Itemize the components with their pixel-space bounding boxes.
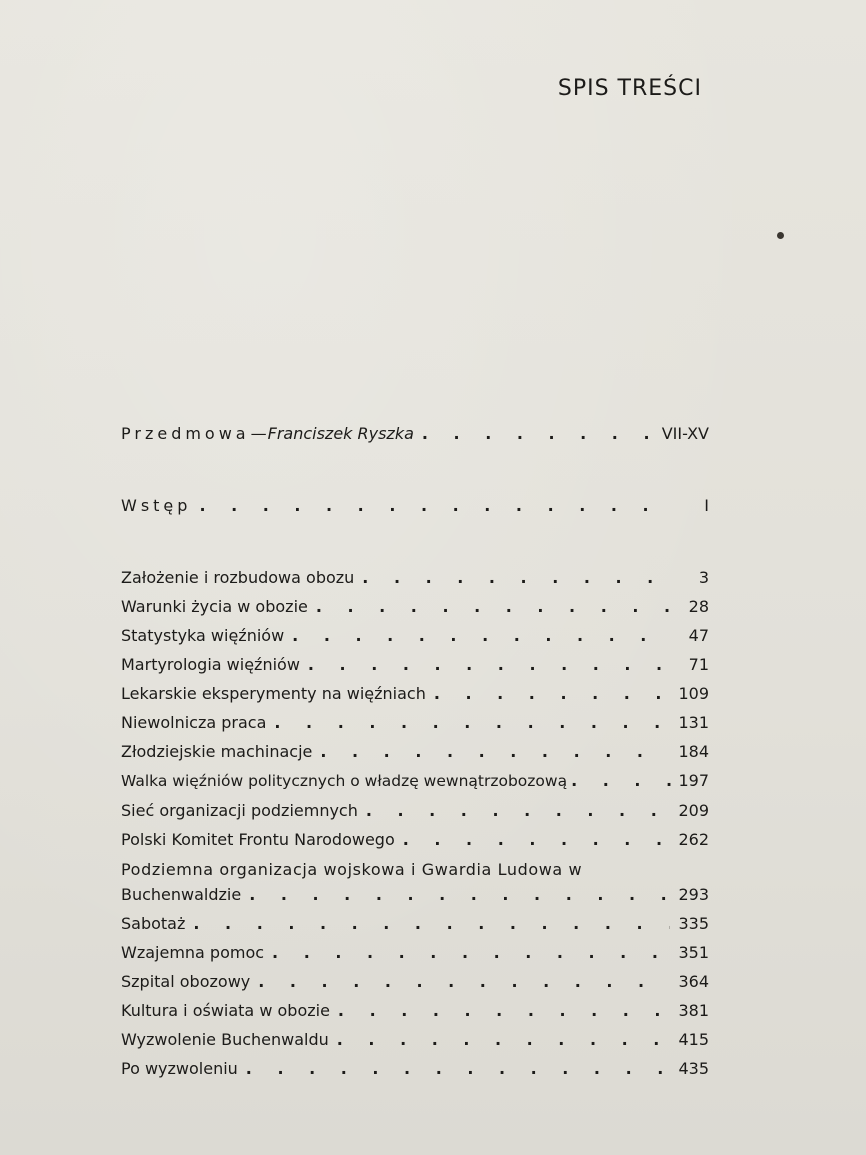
toc-entry-intro (121, 496, 709, 515)
dot-leader (403, 830, 671, 849)
toc-page-number: 28 (688, 597, 709, 616)
dot-leader (258, 972, 670, 991)
ink-spot (777, 232, 784, 239)
toc-entry-label: Sieć organizacji podziemnych (121, 801, 358, 820)
page-title: SPIS TREŚCI (557, 76, 702, 101)
toc-entry (121, 943, 709, 962)
dot-leader (199, 496, 673, 515)
dot-leader (337, 1030, 671, 1049)
toc-entry (121, 1001, 709, 1020)
toc-entry (121, 771, 709, 790)
toc-entry-label: Wyzwolenie Buchenwaldu (121, 1030, 329, 1049)
toc-entry-label: Lekarskie eksperymenty na więźniach (121, 684, 426, 703)
toc-page-number: 351 (678, 943, 709, 962)
toc-entry-label: Martyrologia więźniów (121, 655, 300, 674)
preface-dash: — (250, 424, 267, 443)
toc-entry (121, 914, 709, 933)
toc-page-number: 197 (678, 771, 709, 790)
toc-page-number: 3 (698, 568, 709, 587)
toc-page-number: 381 (678, 1001, 709, 1020)
dot-leader (316, 597, 673, 616)
toc-entry (121, 597, 709, 616)
toc-entry-multiline (121, 860, 709, 904)
dot-leader (338, 1001, 671, 1020)
toc-entry-label: Niewolnicza praca (121, 713, 267, 732)
dot-leader (249, 885, 670, 904)
toc-page-number: 415 (678, 1030, 709, 1049)
dot-leader (292, 626, 673, 645)
toc-entry-label-line2: Buchenwaldzie (121, 885, 242, 904)
toc-page-number: 71 (688, 655, 709, 674)
dot-leader (272, 943, 670, 962)
toc-entry-line2 (121, 885, 709, 904)
toc-entry-preface (121, 424, 709, 443)
toc-entry (121, 655, 709, 674)
toc-entry-label: Po wyzwoleniu (121, 1059, 238, 1078)
toc-entry (121, 972, 709, 991)
toc-entry-label: Założenie i rozbudowa obozu (121, 568, 355, 587)
toc-entry (121, 568, 709, 587)
dot-leader (362, 568, 673, 587)
toc-entry-label: Statystyka więźniów (121, 626, 285, 645)
toc-page-number: VII-XV (661, 424, 709, 443)
toc-entry (121, 830, 709, 849)
dot-leader (434, 684, 671, 703)
toc-page-number: 262 (678, 830, 709, 849)
toc-entry-label: Wstęp (121, 496, 192, 515)
dot-leader (366, 801, 671, 820)
toc-entry-label: Wzajemna pomoc (121, 943, 265, 962)
toc-entry (121, 713, 709, 732)
preface-author: Franciszek Ryszka (267, 424, 414, 443)
toc-page-number: 131 (678, 713, 709, 732)
toc-page-number: 435 (678, 1059, 709, 1078)
toc-entry (121, 1059, 709, 1078)
toc-page-number: 293 (678, 885, 709, 904)
toc-entry-label: Złodziejskie machinacje (121, 742, 313, 761)
dot-leader (274, 713, 670, 732)
toc-entry (121, 684, 709, 703)
toc-entry-label: Sabotaż (121, 914, 186, 933)
toc-entry-label: Polski Komitet Frontu Narodowego (121, 830, 395, 849)
dot-leader (320, 742, 670, 761)
dot-leader (193, 914, 670, 933)
dot-leader (571, 771, 674, 790)
dot-leader (246, 1059, 671, 1078)
toc-page-number: 364 (678, 972, 709, 991)
toc-entry-label (121, 424, 414, 443)
toc-entry (121, 1030, 709, 1049)
toc-entry-label: Kultura i oświata w obozie (121, 1001, 330, 1020)
toc-page-number: 335 (678, 914, 709, 933)
toc-page-number: I (704, 496, 709, 515)
toc-page-number: 47 (688, 626, 709, 645)
toc-page-number: 209 (678, 801, 709, 820)
toc-entry-label: Szpital obozowy (121, 972, 251, 991)
toc-entry-label: Warunki życia w obozie (121, 597, 308, 616)
preface-label: Przedmowa (121, 424, 250, 443)
toc-entry (121, 626, 709, 645)
dot-leader (422, 424, 654, 443)
toc-entry (121, 742, 709, 761)
dot-leader (308, 655, 673, 674)
toc-entry (121, 801, 709, 820)
toc-entry-label-line1: Podziemna organizacja wojskowa i Gwardia Ludowa w (121, 860, 583, 879)
toc-page-number: 184 (678, 742, 709, 761)
toc-page-number: 109 (678, 684, 709, 703)
toc-entry-label: Walka więźniów politycznych o władzę wewnątrzobozową (121, 772, 568, 790)
